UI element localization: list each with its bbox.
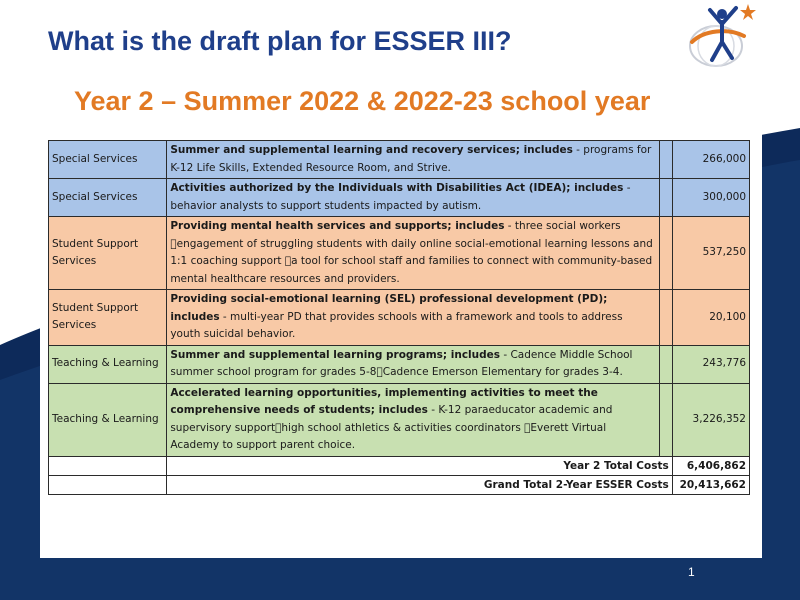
description-detail: - three social workers engagement of struggling students with daily online social-emotional learning lessons and 1:1 coaching support a tool for school staff and families to connect with community-based mental healthcare resources and providers.: [170, 220, 647, 285]
amount-cell: 266,000: [672, 141, 749, 179]
slide-title: What is the draft plan for ESSER III?: [48, 26, 512, 56]
table-row: [49, 345, 750, 383]
description-heading: Summer and supplemental learning programs; includes: [170, 348, 501, 361]
description-heading: Accelerated learning opportunities, implementing activities to meet the comprehensive needs of students; includes: [170, 386, 598, 416]
year2-total-value: 6,406,862: [672, 456, 749, 475]
spacer-cell: [659, 217, 672, 290]
category-cell: Teaching & Learning: [49, 383, 167, 456]
spacer-cell: [659, 383, 672, 456]
description-detail: - multi-year PD that provides schools with a framework and tools to address youth suicidal behavior.: [170, 310, 623, 340]
description-cell: [167, 141, 659, 179]
spacer-cell: [659, 179, 672, 217]
category-cell: Student Support Services: [49, 217, 167, 290]
table-row: [49, 290, 750, 346]
table-row: [49, 179, 750, 217]
table-row: [49, 141, 750, 179]
empty-cell: [49, 456, 167, 475]
category-cell: Teaching & Learning: [49, 345, 167, 383]
year2-total-label: Year 2 Total Costs: [167, 456, 672, 475]
description-heading: Summer and supplemental learning and recovery services; includes: [170, 144, 573, 156]
spacer-cell: [659, 141, 672, 179]
description-cell: [167, 290, 659, 346]
category-cell: Special Services: [49, 141, 167, 179]
table-row: [49, 383, 750, 456]
amount-cell: 537,250: [672, 217, 749, 290]
description-heading: Providing mental health services and supports; includes: [170, 220, 505, 232]
amount-cell: 300,000: [672, 179, 749, 217]
spacer-cell: [659, 290, 672, 346]
spacer-cell: [659, 345, 672, 383]
empty-cell: [49, 475, 167, 494]
amount-cell: 3,226,352: [672, 383, 749, 456]
category-cell: Special Services: [49, 179, 167, 217]
description-cell: [167, 345, 659, 383]
description-heading: Activities authorized by the Individuals with Disabilities Act (IDEA); includes: [170, 182, 624, 194]
slide-subtitle: Year 2 – Summer 2022 & 2022-23 school year: [74, 86, 651, 116]
year2-total-row: [49, 456, 750, 475]
description-detail: - behavior analysts to support students impacted by autism.: [170, 182, 631, 212]
description-cell: [167, 383, 659, 456]
grand-total-label: Grand Total 2-Year ESSER Costs: [167, 475, 672, 494]
category-cell: Student Support Services: [49, 290, 167, 346]
grand-total-value: 20,413,662: [672, 475, 749, 494]
person-reaching-star-logo: [686, 2, 770, 70]
esser-plan-table: [48, 140, 750, 495]
page-number: 1: [688, 565, 695, 579]
grand-total-row: [49, 475, 750, 494]
description-detail: - Cadence Middle School summer school program for grades 5-8 Cadence Emerson Elementary for grades 3-4.: [170, 348, 633, 378]
amount-cell: 243,776: [672, 345, 749, 383]
description-heading: Providing social-emotional learning (SEL) professional development (PD); includes: [170, 293, 608, 323]
description-cell: [167, 179, 659, 217]
description-cell: [167, 217, 659, 290]
description-detail: - programs for K-12 Life Skills, Extended Resource Room, and Strive.: [170, 144, 652, 174]
table-row: [49, 217, 750, 290]
amount-cell: 20,100: [672, 290, 749, 346]
description-detail: - K-12 paraeducator academic and supervisory support high school athletics & activities coordinators Everett Virtual Academy to support parent choice.: [170, 404, 650, 451]
